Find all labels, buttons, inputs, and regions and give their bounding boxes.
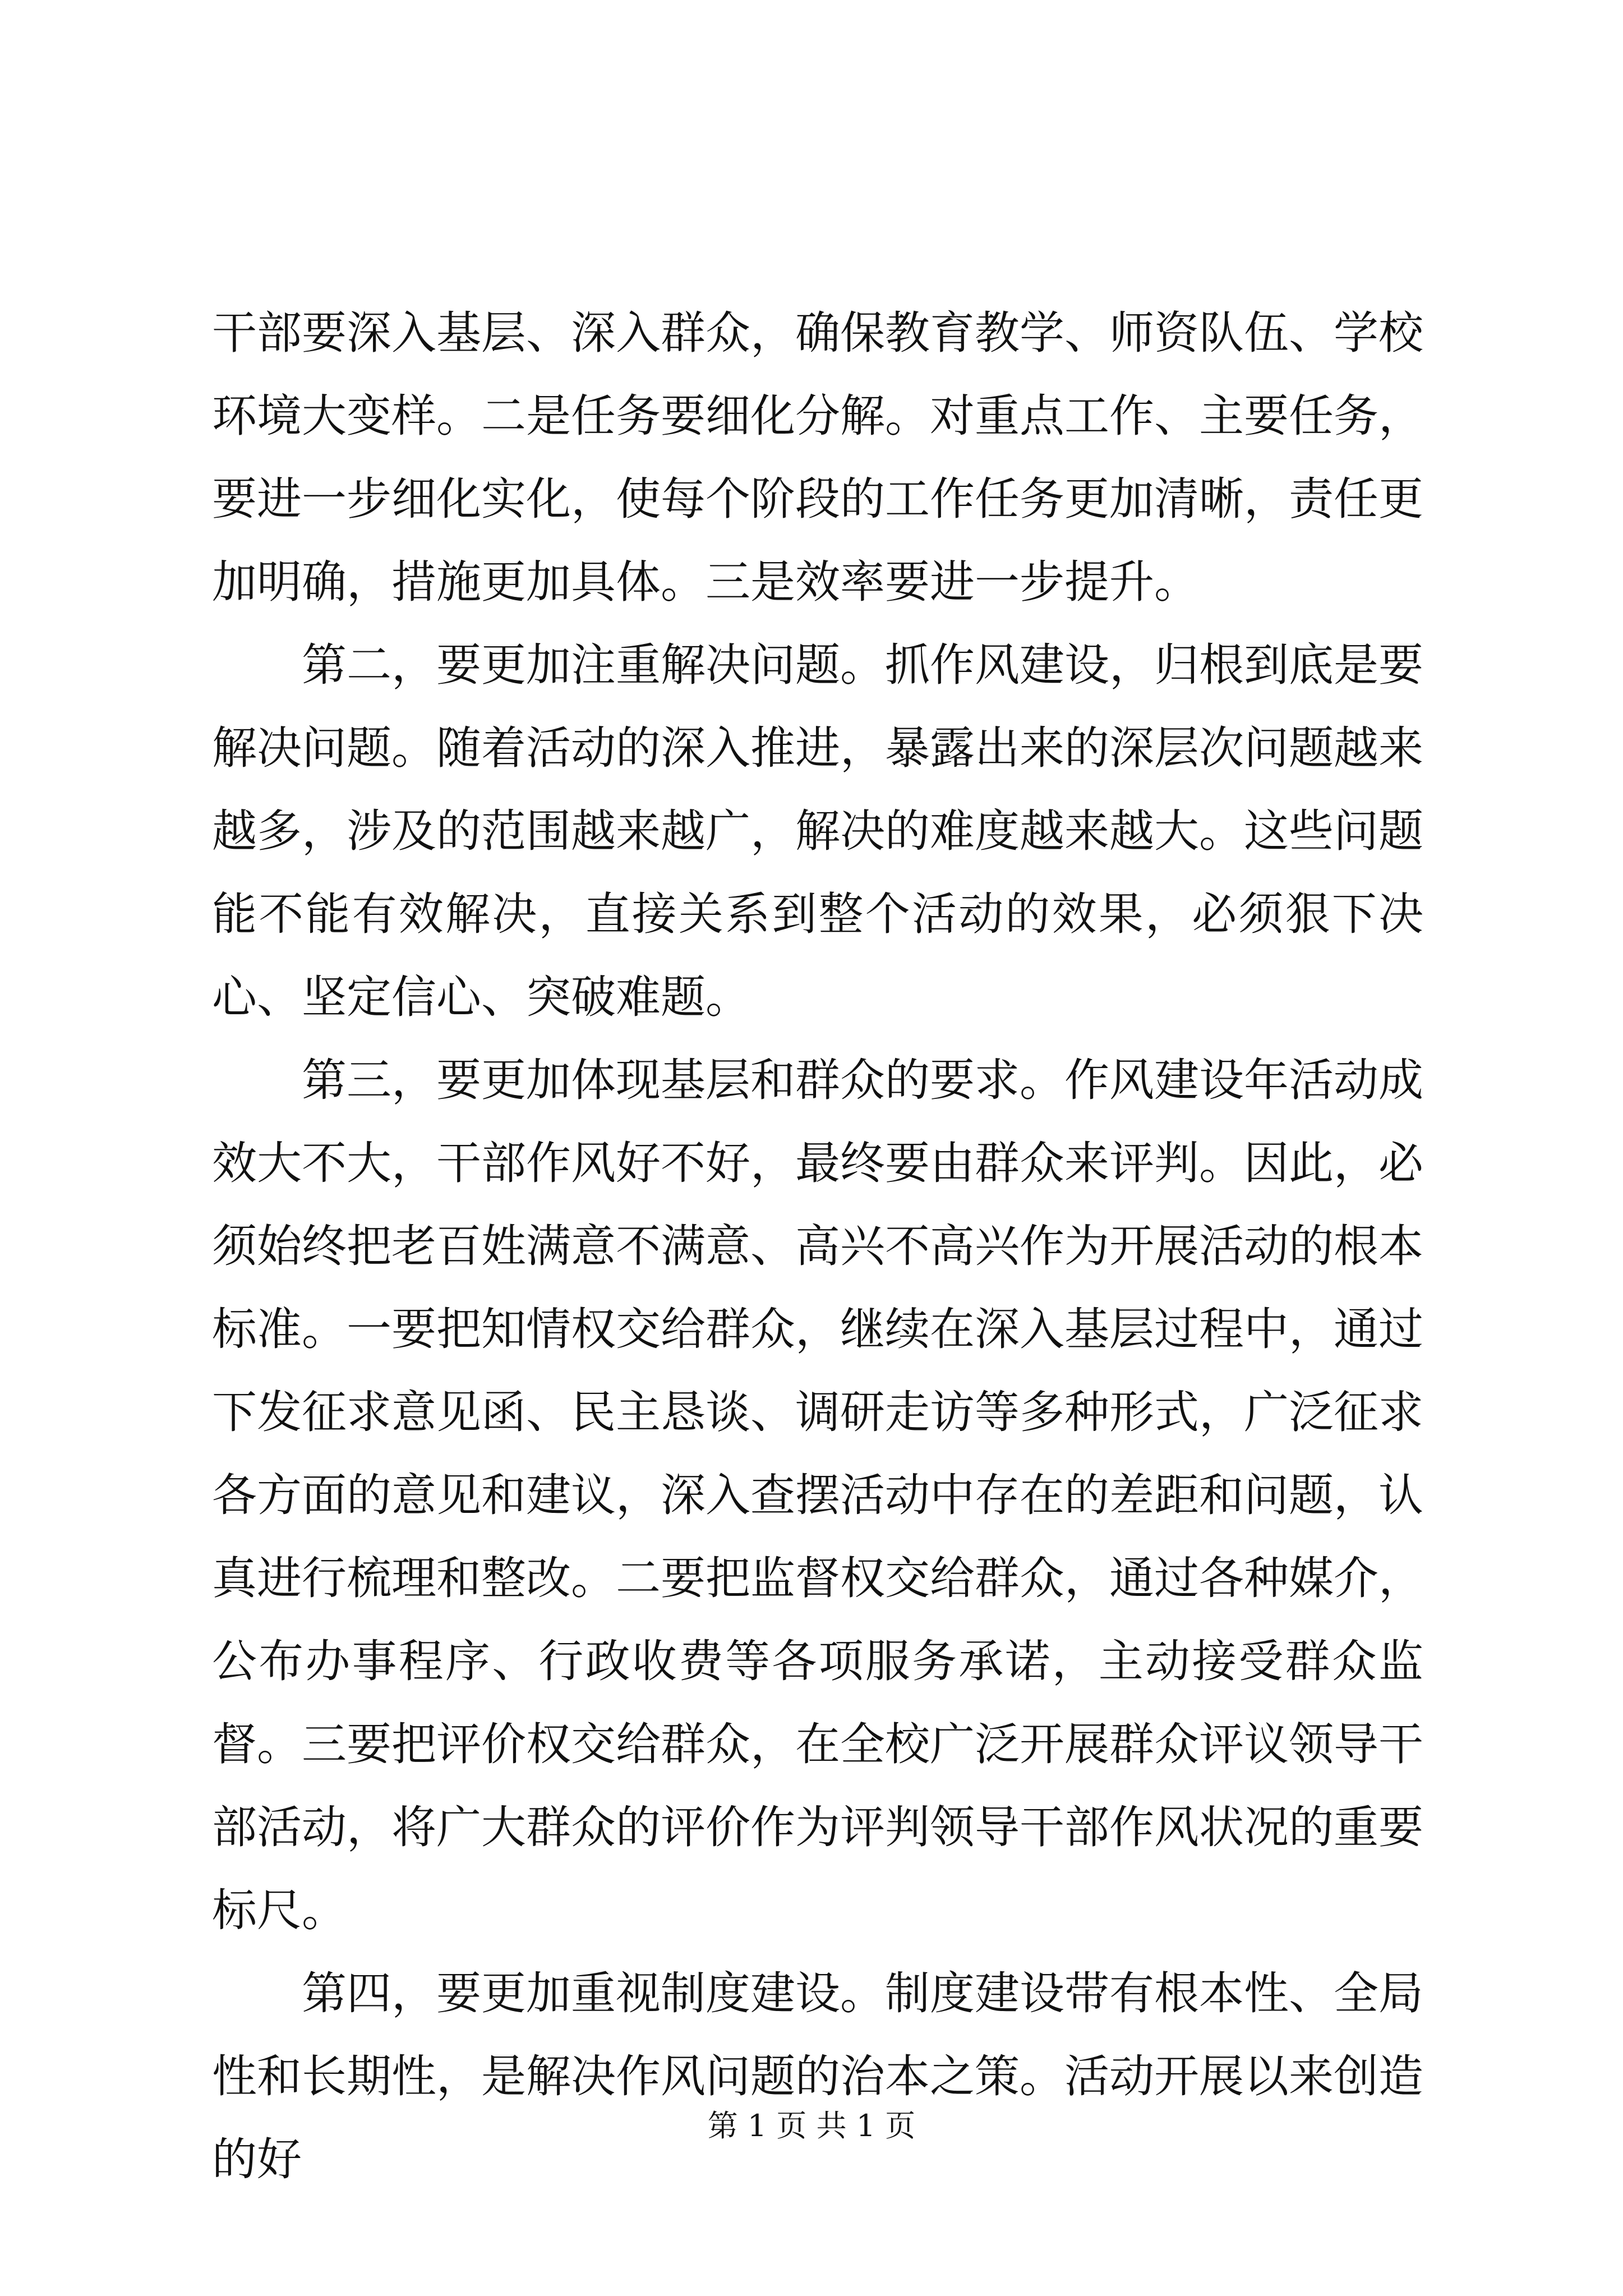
document-body: [212, 292, 1423, 2201]
paragraph-continuation: 干部要深入基层、深入群众，确保教育教学、师资队伍、学校环境大变样。二是任务要细化分解。对重点工作、主要任务，要进一步细化实化，使每个阶段的工作任务更加清晰，责任更加明确，措施更加具体。三是效率要进一步提升。: [212, 307, 1423, 608]
paragraph-fourth-point: 第四，要更加重视制度建设。制度建设带有根本性、全局性和长期性，是解决作风问题的治本之策。活动开展以来创造的好: [212, 1967, 1423, 2185]
page-number-footer: 第 1 页 共 1 页: [707, 2108, 916, 2143]
paragraph-third-point: 第三，要更加体现基层和群众的要求。作风建设年活动成效大不大，干部作风好不好，最终要由群众来评判。因此，必须始终把老百姓满意不满意、高兴不高兴作为开展活动的根本标准。一要把知情权交给群众，继续在深入基层过程中，通过下发征求意见函、民主恳谈、调研走访等多种形式，广泛征求各方面的意见和建议，深入查摆活动中存在的差距和问题，认真进行梳理和整改。二要把监督权交给群众，通过各种媒介，公布办事程序、行政收费等各项服务承诺，主动接受群众监督。三要把评价权交给群众，在全校广泛开展群众评议领导干部活动，将广大群众的评价作为评判领导干部作风状况的重要标尺。: [212, 1054, 1423, 1936]
paragraph-second-point: 第二，要更加注重解决问题。抓作风建设，归根到底是要解决问题。随着活动的深入推进，暴露出来的深层次问题越来越多，涉及的范围越来越广，解决的难度越来越大。这些问题能不能有效解决，直接关系到整个活动的效果，必须狠下决心、坚定信心、突破难题。: [212, 639, 1423, 1023]
